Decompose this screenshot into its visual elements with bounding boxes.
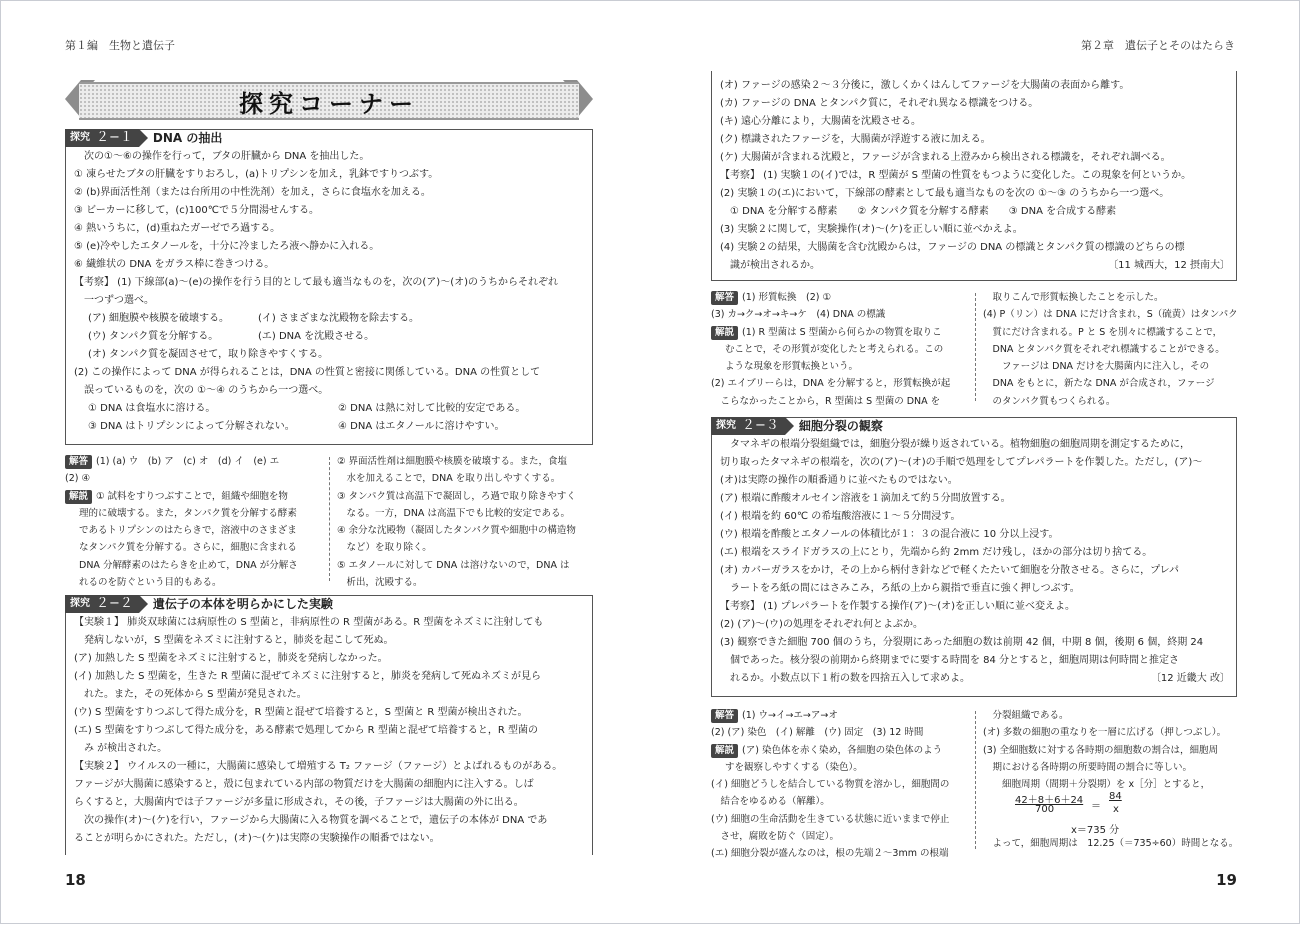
text-line: (ウ) 根端を酢酸とエタノールの体積比が１：３の混合液に 10 分以上浸す。 xyxy=(720,529,1059,540)
text-line: 個であった。核分裂の前期から終期までに要する時間を 84 分とすると，細胞周期は何時間と推定さ xyxy=(720,655,1179,666)
explain-text: 分裂組織である。 xyxy=(983,710,1069,721)
explain-text: ような現象を形質転換という。 xyxy=(725,361,859,373)
explain-text: ① 試料をすりつぶすことで，組織や細胞を物 xyxy=(96,490,288,502)
left-page xyxy=(1,1,651,925)
answer-divider xyxy=(975,293,976,401)
text-line: 【考察】 (1) プレパラートを作製する操作(ア)〜(オ)を正しい順に並べ変えよ。 xyxy=(720,601,1076,612)
text-line: (2) 実験１の(エ)において，下線部の酵素として最も適当なものを次の ①〜③ のうちから一つ選べ。 xyxy=(720,188,1170,199)
explain-text: ④ 余分な沈殿物（凝固したタンパク質や細胞中の構造物 xyxy=(337,525,576,537)
inquiry-title: DNA の抽出 xyxy=(152,131,223,145)
inquiry-number: ２−１ xyxy=(94,129,139,147)
text-line: タマネギの根端分裂組織では，細胞分裂が繰り返されている。植物細胞の細胞周期を測定するために， xyxy=(720,439,1190,450)
inquiry-body-2-1 xyxy=(66,147,592,436)
text-line: (オ)は実際の操作の順番通りに並べたものではない。 xyxy=(720,475,958,486)
inquiry-header-2-2 xyxy=(65,595,592,613)
text-line: 次の①〜⑥の操作を行って，ブタの肝臓から DNA を抽出した。 xyxy=(74,151,370,162)
explain-text: DNA 分解酵素のはたらきを止めて，DNA が分解さ xyxy=(79,559,298,571)
text-line: (ケ) 大腸菌が含まれる沈殿と，ファージが含まれる上澄みから検出される標識を，それぞれ調べる。 xyxy=(720,152,1171,163)
answer-block-2-2-right xyxy=(983,289,1239,410)
explain-text: 結合をゆるめる（解離）。 xyxy=(711,796,830,808)
text-line: (カ) ファージの DNA とタンパク質に，それぞれ異なる標識をつける。 xyxy=(720,98,1039,109)
explain-text: DNA とタンパク質をそれぞれ標識することができる。 xyxy=(983,343,1225,355)
explain-label: 解説 xyxy=(711,744,738,758)
answer-text: (2) (ア) 染色 (イ) 解離 (ウ) 固定 (3) 12 時間 xyxy=(711,727,924,739)
explain-text: 水を加えることで，DNA を取り出しやすくする。 xyxy=(337,473,561,485)
inquiry-title: 細胞分裂の観察 xyxy=(798,419,883,433)
explain-text: (オ) 多数の細胞の重なりを一層に広げる（押しつぶし）。 xyxy=(983,727,1227,739)
text-line: ることが明らかにされた。ただし，(オ)〜(ケ)は実際の実験操作の順番ではない。 xyxy=(74,833,440,844)
explain-text: こらなかったことから，R 型菌は S 型菌の DNA を xyxy=(711,395,941,407)
text-line: ⑤ (e)冷やしたエタノールを，十分に冷ましたろ液へ静かに入れる。 xyxy=(74,241,380,252)
answer-text: (3) カ→ク→オ→キ→ケ (4) DNA の標識 xyxy=(711,309,886,321)
answer-label: 解答 xyxy=(711,709,738,723)
text-line: (オ) ファージの感染２〜３分後に，激しくかくはんしてファージを大腸菌の表面から離す。 xyxy=(720,80,1130,91)
answer-block-2-1-right xyxy=(337,453,595,591)
option-row xyxy=(74,418,586,436)
text-line: (エ) S 型菌をすりつぶして得た成分を，ある酵素で処理してから R 型菌と混ぜて培養すると，R 型菌の xyxy=(74,725,538,736)
inquiry-tag: 探究 xyxy=(65,129,94,147)
inquiry-title: 遺伝子の本体を明らかにした実験 xyxy=(152,597,333,611)
text-line: 【実験２】 ウイルスの一種に，大腸菌に感染して増殖する T₂ ファージ（ファージ）とよばれるものがある。 xyxy=(74,761,563,772)
explain-label: 解説 xyxy=(711,326,738,340)
text-line: ① 凍らせたブタの肝臓をすりおろし，(a)トリプシンを加え，乳鉢ですりつぶす。 xyxy=(74,169,439,180)
option-text: (イ) さまざまな沈殿物を除去する。 xyxy=(258,313,419,324)
answer-divider xyxy=(975,711,976,849)
formula-numerator-right: 84 xyxy=(1109,791,1122,802)
explain-text: させ，腐敗を防ぐ（固定）。 xyxy=(711,831,839,843)
text-line: (4) 実験２の結果，大腸菌を含む沈殿からは，ファージの DNA の標識とタンパク質の標識のどちらの標 xyxy=(720,242,1185,253)
text-line: ④ 熱いうちに，(d)重ねたガーゼでろ過する。 xyxy=(74,223,281,234)
explain-text: であるトリプシンのはたらきで，溶液中のさまざま xyxy=(79,525,297,537)
explain-text: ⑤ エタノールに対して DNA は溶けないので，DNA は xyxy=(337,559,570,571)
section-banner xyxy=(65,78,593,120)
explain-text: ファージは DNA だけを大腸菌内に注入し，その xyxy=(983,361,1210,373)
explain-text: DNA をもとに，新たな DNA が合成され，ファージ xyxy=(983,378,1215,390)
last-line-row xyxy=(720,670,1230,688)
answer-text: (1) (a) ウ (b) ア (c) オ (d) イ (e) エ xyxy=(96,456,280,467)
formula-numerator-left: 42＋8＋6＋24 xyxy=(1015,795,1084,806)
inquiry-number: ２−３ xyxy=(740,417,785,435)
text-line: らくすると，大腸菌内では子ファージが多量に形成され，その後，子ファージは大腸菌の外に出る。 xyxy=(74,797,524,808)
formula-denominator-left: 700 xyxy=(1035,804,1055,815)
answer-block-2-1-left xyxy=(65,453,327,591)
explain-text: 析出，沈殿する。 xyxy=(337,577,423,589)
text-line: (ウ) S 型菌をすりつぶして得た成分を，R 型菌と混ぜて培養すると，S 型菌と R 型菌が検出された。 xyxy=(74,707,528,718)
inquiry-body-2-2 xyxy=(66,613,592,848)
option-text: ④ DNA はエタノールに溶けやすい。 xyxy=(338,421,505,432)
page-number-right: 19 xyxy=(1216,871,1237,889)
text-line: 切り取ったタマネギの根端を，次の(ア)〜(オ)の手順で処理をしてプレパラートを作製した。ただし，(ア)〜 xyxy=(720,457,1203,468)
text-line: 【考察】 (1) 実験１の(イ)では，R 型菌が S 型菌の性質をもつように変化した。この現象を何というか。 xyxy=(720,170,1192,181)
explain-text: (エ) 細胞分裂が盛んなのは，根の先端２〜3mm の根端 xyxy=(711,848,949,860)
explain-text: れるのを防ぐという目的もある。 xyxy=(79,577,222,589)
explain-text: 期における各時期の所要時間の割合に等しい。 xyxy=(983,761,1193,773)
answer-label: 解答 xyxy=(711,291,738,305)
explain-text: ③ タンパク質は高温下で凝固し，ろ過で取り除きやすく xyxy=(337,490,576,502)
explain-text: ② 界面活性剤は細胞膜や核膜を破壊する。また，食塩 xyxy=(337,456,568,467)
explain-text: (4) P（リン）は DNA にだけ含まれ，S（硫黄）はタンパク xyxy=(983,309,1238,321)
running-header-left: 第１編 生物と遺伝子 xyxy=(65,39,175,52)
inquiry-body-2-2-continued xyxy=(712,71,1236,275)
explain-text: なタンパク質を分解する。さらに，細胞に含まれる xyxy=(79,542,297,554)
source-citation: 〔11 城西大，12 摂南大〕 xyxy=(1108,260,1230,271)
inquiry-tag: 探究 xyxy=(711,417,740,435)
explain-text: (2) エイブリーらは，DNA を分解すると，形質転換が起 xyxy=(711,378,951,390)
text-line: ラートをろ紙の間にはさみこみ，ろ紙の上から親指で垂直に強く押しつぶす。 xyxy=(720,583,1080,594)
option-row xyxy=(74,328,586,346)
explain-text: よって，細胞周期は 12.25（＝735÷60）時間となる。 xyxy=(983,838,1239,849)
answer-divider xyxy=(329,457,330,581)
option-text: ③ DNA はトリプシンによって分解されない。 xyxy=(88,421,295,432)
text-line: 発病しないが，S 型菌をネズミに注射すると，肺炎を起こして死ぬ。 xyxy=(74,635,394,646)
option-text: (ア) 細胞膜や核膜を破壊する。 xyxy=(88,313,229,324)
text-line: れるか。小数点以下１桁の数を四捨五入して求めよ。 xyxy=(720,673,970,684)
text-line: 誤っているものを，次の ①〜④ のうちから一つ選べ。 xyxy=(74,385,329,396)
option-text: ② DNA は熱に対して比較的安定である。 xyxy=(338,403,526,414)
text-line: (3) 実験２に関して，実験操作(オ)〜(ケ)を正しい順に並べかえよ。 xyxy=(720,224,1023,235)
explain-text: (3) 全細胞数に対する各時期の細胞数の割合は，細胞周 xyxy=(983,744,1218,756)
running-header-right: 第２章 遺伝子とそのはたらき xyxy=(1081,39,1235,52)
banner-title: 探究コーナー xyxy=(239,90,419,118)
explain-label: 解説 xyxy=(65,490,92,504)
explain-text: 取りこんで形質転換したことを示した。 xyxy=(983,292,1164,303)
text-line: (ア) 加熱した S 型菌をネズミに注射すると，肺炎を発病しなかった。 xyxy=(74,653,388,664)
last-line-row xyxy=(720,257,1230,275)
text-line: ファージが大腸菌に感染すると，殻に包まれている内部の物質だけを大腸菌の細胞内に注入する。しば xyxy=(74,779,534,790)
inquiry-tag: 探究 xyxy=(65,595,94,613)
inquiry-box-2-3 xyxy=(711,417,1237,697)
text-line: 識が検出されるか。 xyxy=(720,260,820,271)
text-line: ① DNA を分解する酵素 ② タンパク質を分解する酵素 ③ DNA を合成する酵素 xyxy=(720,206,1117,217)
text-line: (キ) 遠心分離により，大腸菌を沈殿させる。 xyxy=(720,116,921,127)
formula-equals: ＝ xyxy=(1091,801,1101,812)
inquiry-box-2-1 xyxy=(65,129,593,445)
right-page xyxy=(651,1,1300,925)
explain-text: (1) R 型菌は S 型菌から何らかの物質を取りこ xyxy=(742,326,942,338)
option-text: (オ) タンパク質を凝固させて，取り除きやすくする。 xyxy=(88,349,329,360)
inquiry-body-2-3 xyxy=(712,435,1236,688)
text-line: み が検出された。 xyxy=(74,743,168,754)
inquiry-box-2-2 xyxy=(65,595,593,855)
text-line: (3) 観察できた細胞 700 個のうち，分裂期にあった細胞の数は前期 42 個，中期 8 個，後期 6 個，終期 24 xyxy=(720,637,1204,648)
text-line: (イ) 加熱した S 型菌を，生きた R 型菌に混ぜてネズミに注射すると，肺炎を発病して死ぬネズミが見ら xyxy=(74,671,541,682)
text-line: (2) この操作によって DNA が得られることは，DNA の性質と密接に関係している。DNA の性質として xyxy=(74,367,541,378)
text-line: 一つずつ選べ。 xyxy=(74,295,154,306)
text-line: (オ) カバーガラスをかけ，その上から柄付き針などで軽くたたいて細胞を分散させる。さらに，プレパ xyxy=(720,565,1179,576)
text-line: 【実験１】 肺炎双球菌には病原性の S 型菌と，非病原性の R 型菌がある。R 型菌をネズミに注射しても xyxy=(74,617,544,628)
option-row xyxy=(74,310,586,328)
inquiry-number: ２−２ xyxy=(94,595,139,613)
text-line: 【考察】 (1) 下線部(a)〜(e)の操作を行う目的として最も適当なものを，次の(ア)〜(オ)のうちからそれぞれ xyxy=(74,277,559,288)
answer-block-2-2-left xyxy=(711,289,973,410)
explain-text: 細胞周期（間期＋分裂期）を x［分］とすると， xyxy=(983,779,1211,791)
text-line: (ク) 標識されたファージを，大腸菌が浮遊する液に加える。 xyxy=(720,134,991,145)
explain-text: 質にだけ含まれる。P と S を別々に標識することで， xyxy=(983,326,1223,338)
answer-block-2-3-left xyxy=(711,707,973,863)
text-line: (エ) 根端をスライドガラスの上にとり，先端から約 2mm だけ残し，ほかの部分は切り捨てる。 xyxy=(720,547,1153,558)
option-text: ① DNA は食塩水に溶ける。 xyxy=(88,403,216,414)
text-line: (ア) 根端に酢酸オルセイン溶液を１滴加えて約５分間放置する。 xyxy=(720,493,1011,504)
answer-text: (2) ④ xyxy=(65,473,90,485)
explain-text: (イ) 細胞どうしを結合している物質を溶かし，細胞間の xyxy=(711,779,950,791)
explain-text: なる。一方，DNA は高温下でも比較的安定である。 xyxy=(337,507,570,519)
option-row xyxy=(74,400,586,418)
text-line: (イ) 根端を約 60℃ の希塩酸溶液に１〜５分間浸す。 xyxy=(720,511,961,522)
explain-text: むことで，その形質が変化したと考えられる。この xyxy=(725,343,944,355)
option-text: (ウ) タンパク質を分解する。 xyxy=(88,331,219,342)
text-line: (2) (ア)〜(ウ)の処理をそれぞれ何とよぶか。 xyxy=(720,619,923,630)
text-line: ⑥ 繊維状の DNA をガラス棒に巻きつける。 xyxy=(74,259,275,270)
explain-text: 理的に破壊する。また，タンパク質を分解する酵素 xyxy=(79,507,297,519)
explain-text: のタンパク質もつくられる。 xyxy=(983,395,1116,407)
source-citation: 〔12 近畿大 改〕 xyxy=(1150,673,1230,684)
answer-label: 解答 xyxy=(65,455,92,469)
inquiry-box-2-2-continued xyxy=(711,71,1237,281)
explain-text: など）を取り除く。 xyxy=(337,542,432,554)
answer-text: (1) 形質転換 (2) ① xyxy=(742,292,831,303)
text-line: れた。また，その死体から S 型菌が発見された。 xyxy=(74,689,307,700)
inquiry-header-2-1 xyxy=(65,129,592,147)
answer-final-line xyxy=(983,835,1243,852)
text-line: ② (b)界面活性剤（または台所用の中性洗剤）を加え，さらに食塩水を加える。 xyxy=(74,187,431,198)
page-number-left: 18 xyxy=(65,871,86,889)
text-line: 次の操作(オ)〜(ケ)を行い，ファージから大腸菌に入る物質を調べることで，遺伝子の本体が DNA であ xyxy=(74,815,548,826)
explain-text: (ア) 染色体を赤く染め，各細胞の染色体のよう xyxy=(742,744,943,756)
formula-result: x＝735 分 xyxy=(1071,825,1120,836)
option-text: (エ) DNA を沈殿させる。 xyxy=(258,331,375,342)
formula-denominator-right: x xyxy=(1113,804,1119,815)
inquiry-header-2-3 xyxy=(711,417,1236,435)
explain-text: (ウ) 細胞の生命活動を生きている状態に近いままで停止 xyxy=(711,813,950,825)
text-line: ③ ビーカーに移して，(c)100℃で５分間湯せんする。 xyxy=(74,205,319,216)
answer-block-2-3-right xyxy=(983,707,1239,793)
answer-text: (1) ウ→イ→エ→ア→オ xyxy=(742,710,838,721)
explain-text: すを観察しやすくする（染色）。 xyxy=(725,761,863,773)
